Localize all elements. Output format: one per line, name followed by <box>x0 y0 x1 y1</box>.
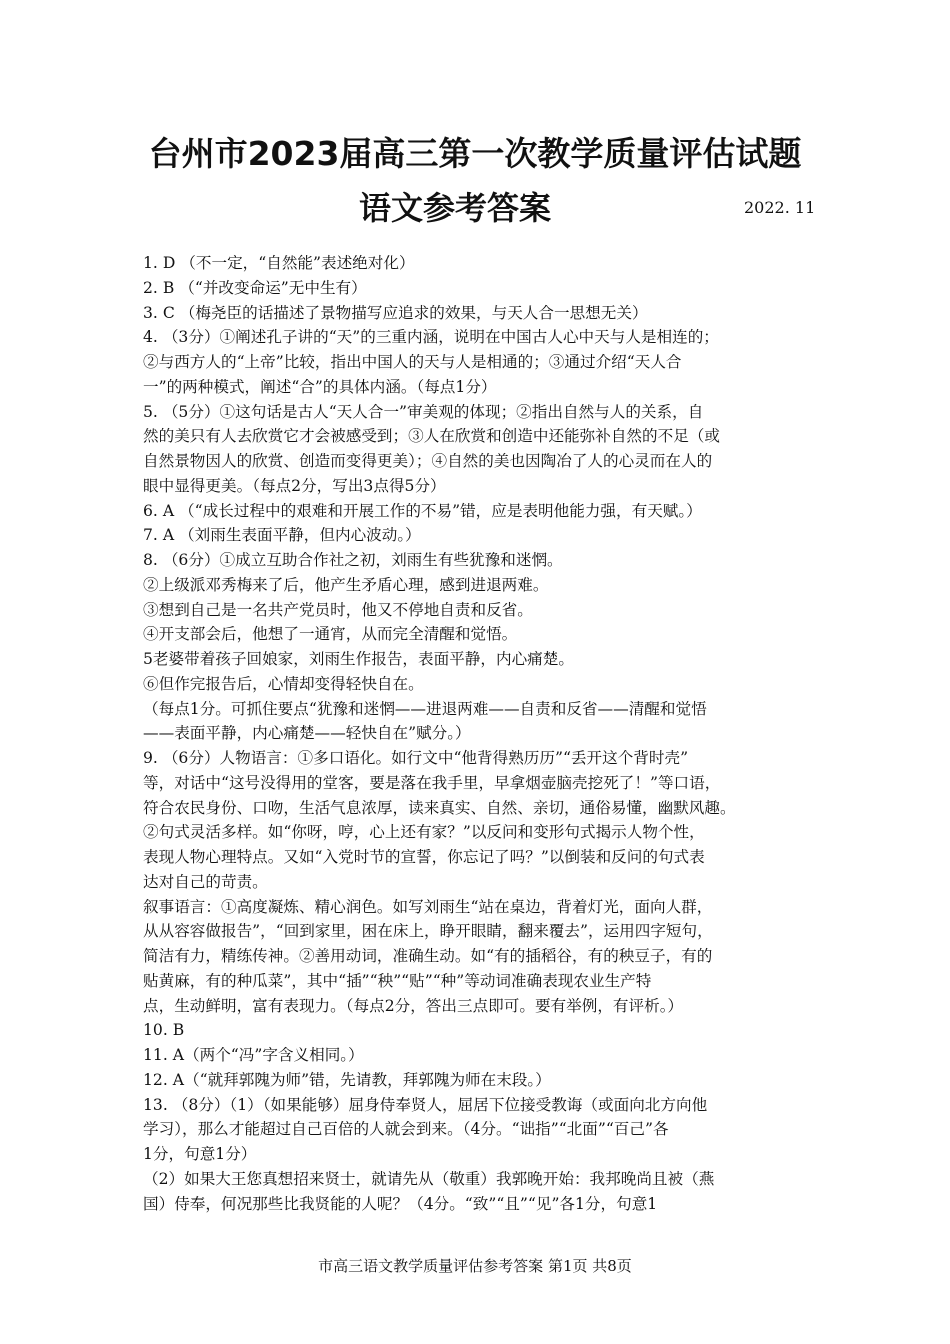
answer-line: ②上级派邓秀梅来了后，他产生矛盾心理，感到进退两难。 <box>143 575 549 594</box>
answer-line: （每点1分。可抓住要点“犹豫和迷惘——进退两难——自责和反省——清醒和觉悟 <box>143 699 707 718</box>
answer-line: 13. （8分）（1）（如果能够）屈身侍奉贤人，屈居下位接受教诲（或面向北方向他 <box>143 1095 708 1114</box>
answer-line: 学习），那么才能超过自己百倍的人就会到来。（4分。“诎指”“北面”“百己”各 <box>143 1120 669 1139</box>
answer-line: 等，对话中“这号没得用的堂客，要是落在我手里，早拿烟壶脑壳挖死了！”等口语， <box>143 773 721 792</box>
answer-line: 4. （3分）①阐述孔子讲的“天”的三重内涵，说明在中国古人心中天与人是相连的； <box>143 328 719 347</box>
answer-line: 点，生动鲜明，富有表现力。（每点2分，答出三点即可。要有举例，有评析。） <box>143 996 684 1015</box>
answer-line: ②与西方人的“上帝”比较，指出中国人的天与人是相通的；③通过介绍“天人合 <box>143 353 682 371</box>
answer-line: ②句式灵活多样。如“你呀，哼，心上还有家？”以反问和变形句式揭示人物个性， <box>143 823 705 842</box>
answer-line: 达对自己的苛责。 <box>143 872 268 891</box>
answer-line: 12. A（“就拜郭隗为师”错，先请教，拜郭隗为师在末段。） <box>143 1070 551 1089</box>
answer-line: 5老婆带着孩子回娘家，刘雨生作报告，表面平静，内心痛楚。 <box>143 650 574 668</box>
answer-line: ③想到自己是一名共产党员时，他又不停地自责和反省。 <box>143 600 533 619</box>
answer-line: 1分，句意1分） <box>143 1145 257 1163</box>
answer-line: 2. B （“并改变命运”无中生有） <box>143 278 367 297</box>
page-title: 台州市2023届高三第一次教学质量评估试题 <box>148 134 802 173</box>
answer-line: ④开支部会后，他想了一通宵，从而完全清醒和觉悟。 <box>143 625 518 644</box>
answer-line: 一”的两种模式，阐述“合”的具体内涵。（每点1分） <box>143 377 497 396</box>
answer-line: 自然景物因人的欣赏、创造而变得更美）；④自然的美也因陶冶了人的心灵而在人的 <box>143 452 713 470</box>
answer-body <box>143 251 823 1216</box>
answer-line: 6. A （“成长过程中的艰难和开展工作的不易”错，应是表明他能力强，有天赋。） <box>143 501 702 520</box>
page-footer: 市高三语文教学质量评估参考答案 第1页 共8页 <box>318 1257 632 1275</box>
answer-line: 3. C （梅尧臣的话描述了景物描写应追求的效果，与天人合一思想无关） <box>143 303 648 322</box>
answer-line: 5. （5分）①这句话是古人“天人合一”审美观的体现；②指出自然与人的关系，自 <box>143 402 704 421</box>
answer-line: 从从容容做报告”，“回到家里，困在床上，睁开眼睛，翻来覆去”，运用四字短句， <box>143 922 713 941</box>
answer-line: 10. B <box>143 1021 185 1040</box>
page-subtitle: 语文参考答案 <box>358 189 551 227</box>
answer-line: ⑥但作完报告后，心情却变得轻快自在。 <box>143 674 424 693</box>
answer-line: 国）侍奉，何况那些比我贤能的人呢？（4分。“致”“且”“见”各1分，句意1 <box>143 1194 658 1213</box>
answer-line: （2）如果大王您真想招来贤士，就请先从（敬重）我郭晚开始：我邦晚尚且被（燕 <box>143 1169 715 1188</box>
answer-line: 眼中显得更美。（每点2分，写出3点得5分） <box>143 476 446 495</box>
answer-line: 9. （6分）人物语言：①多口语化。如行文中“他背得熟历历”“丢开这个背时壳” <box>143 749 689 767</box>
answer-line: ——表面平静，内心痛楚——轻快自在”赋分。） <box>143 724 471 743</box>
answer-line: 简洁有力，精练传神。②善用动词，准确生动。如“有的插稻谷，有的秧豆子，有的 <box>143 947 713 965</box>
answer-line: 贴黄麻，有的种瓜菜”，其中“插”“秧”“贴”“种”等动词准确表现农业生产特 <box>143 971 652 990</box>
answer-line: 1. D （不一定，“自然能”表述绝对化） <box>143 254 415 272</box>
answer-line: 表现人物心理特点。又如“入党时节的宣誓，你忘记了吗？”以倒装和反问的句式表 <box>143 848 705 866</box>
answer-line: 然的美只有人去欣赏它才会被感受到；③人在欣赏和创造中还能弥补自然的不足（或 <box>143 427 720 446</box>
answer-line: 8. （6分）①成立互助合作社之初，刘雨生有些犹豫和迷惘。 <box>143 551 563 569</box>
answer-line: 叙事语言：①高度凝炼、精心润色。如写刘雨生“站在桌边，背着灯光，面向人群， <box>143 897 713 916</box>
document-date: 2022. 11 <box>744 198 816 217</box>
answer-line: 11. A（两个“冯”字含义相同。） <box>143 1046 364 1064</box>
answer-line: 7. A （刘雨生表面平静，但内心波动。） <box>143 526 421 545</box>
answer-line: 符合农民身份、口吻，生活气息浓厚，读来真实、自然、亲切，通俗易懂，幽默风趣。 <box>143 798 736 817</box>
